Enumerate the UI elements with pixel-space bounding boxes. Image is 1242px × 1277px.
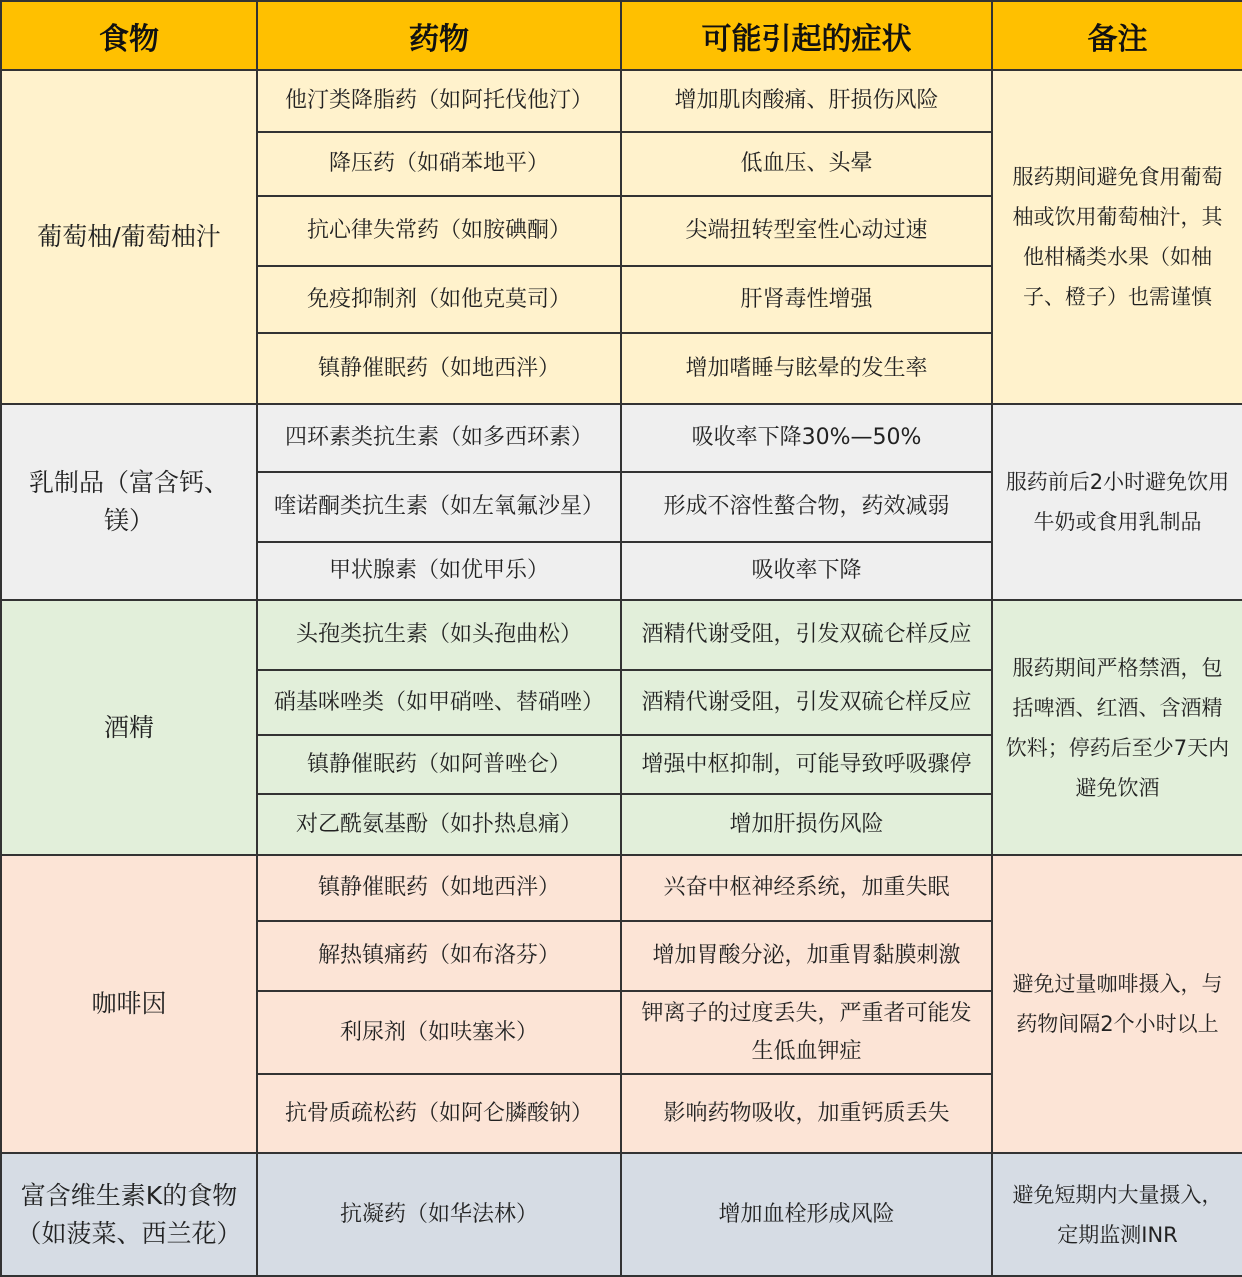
symptom-cell: 肝肾毒性增强 — [621, 266, 992, 333]
header-row — [1, 1, 1242, 70]
table-row — [1, 70, 1242, 132]
food-cell: 酒精 — [1, 600, 257, 855]
food-cell: 咖啡因 — [1, 855, 257, 1153]
table-row — [1, 600, 1242, 670]
table-row — [1, 855, 1242, 921]
drug-cell: 甲状腺素（如优甲乐） — [257, 542, 621, 600]
symptom-cell: 增加肝损伤风险 — [621, 794, 992, 855]
drug-cell: 降压药（如硝苯地平） — [257, 132, 621, 196]
drug-cell: 镇静催眠药（如地西泮） — [257, 855, 621, 921]
table-row — [1, 1153, 1242, 1276]
group-dairy — [1, 404, 1242, 600]
symptom-cell: 低血压、头晕 — [621, 132, 992, 196]
symptom-cell: 增加嗜睡与眩晕的发生率 — [621, 333, 992, 404]
food-cell: 葡萄柚/葡萄柚汁 — [1, 70, 257, 404]
symptom-cell: 增加肌肉酸痛、肝损伤风险 — [621, 70, 992, 132]
symptom-cell: 增加胃酸分泌，加重胃黏膜刺激 — [621, 921, 992, 991]
group-grapefruit — [1, 70, 1242, 404]
note-cell: 服药期间避免食用葡萄柚或饮用葡萄柚汁，其他柑橘类水果（如柚子、橙子）也需谨慎 — [992, 70, 1242, 404]
symptom-cell: 增强中枢抑制，可能导致呼吸骤停 — [621, 735, 992, 794]
symptom-cell: 形成不溶性螯合物，药效减弱 — [621, 472, 992, 542]
drug-cell: 解热镇痛药（如布洛芬） — [257, 921, 621, 991]
drug-cell: 硝基咪唑类（如甲硝唑、替硝唑） — [257, 670, 621, 735]
drug-cell: 抗凝药（如华法林） — [257, 1153, 621, 1276]
drug-cell: 抗心律失常药（如胺碘酮） — [257, 196, 621, 266]
symptom-cell: 尖端扭转型室性心动过速 — [621, 196, 992, 266]
drug-cell: 镇静催眠药（如地西泮） — [257, 333, 621, 404]
table-row — [1, 404, 1242, 472]
drug-cell: 四环素类抗生素（如多西环素） — [257, 404, 621, 472]
symptom-cell: 影响药物吸收，加重钙质丢失 — [621, 1074, 992, 1153]
note-cell: 服药前后2小时避免饮用牛奶或食用乳制品 — [992, 404, 1242, 600]
group-alcohol — [1, 600, 1242, 855]
symptom-cell: 钾离子的过度丢失，严重者可能发生低血钾症 — [621, 991, 992, 1074]
food-cell: 乳制品（富含钙、镁） — [1, 404, 257, 600]
symptom-cell: 吸收率下降30%—50% — [621, 404, 992, 472]
note-cell: 避免过量咖啡摄入，与药物间隔2个小时以上 — [992, 855, 1242, 1153]
drug-cell: 免疫抑制剂（如他克莫司） — [257, 266, 621, 333]
header-drug: 药物 — [257, 1, 621, 70]
header-food: 食物 — [1, 1, 257, 70]
symptom-cell: 酒精代谢受阻，引发双硫仑样反应 — [621, 670, 992, 735]
group-caffeine — [1, 855, 1242, 1153]
note-cell: 服药期间严格禁酒，包括啤酒、红酒、含酒精饮料；停药后至少7天内避免饮酒 — [992, 600, 1242, 855]
symptom-cell: 兴奋中枢神经系统，加重失眠 — [621, 855, 992, 921]
header-symptom: 可能引起的症状 — [621, 1, 992, 70]
drug-cell: 镇静催眠药（如阿普唑仑） — [257, 735, 621, 794]
drug-cell: 抗骨质疏松药（如阿仑膦酸钠） — [257, 1074, 621, 1153]
symptom-cell: 酒精代谢受阻，引发双硫仑样反应 — [621, 600, 992, 670]
drug-cell: 对乙酰氨基酚（如扑热息痛） — [257, 794, 621, 855]
symptom-cell: 增加血栓形成风险 — [621, 1153, 992, 1276]
header-note: 备注 — [992, 1, 1242, 70]
drug-cell: 喹诺酮类抗生素（如左氧氟沙星） — [257, 472, 621, 542]
note-cell: 避免短期内大量摄入，定期监测INR — [992, 1153, 1242, 1276]
group-vitamin-k — [1, 1153, 1242, 1276]
drug-cell: 头孢类抗生素（如头孢曲松） — [257, 600, 621, 670]
food-cell: 富含维生素K的食物（如菠菜、西兰花） — [1, 1153, 257, 1276]
drug-cell: 利尿剂（如呋塞米） — [257, 991, 621, 1074]
drug-cell: 他汀类降脂药（如阿托伐他汀） — [257, 70, 621, 132]
symptom-cell: 吸收率下降 — [621, 542, 992, 600]
